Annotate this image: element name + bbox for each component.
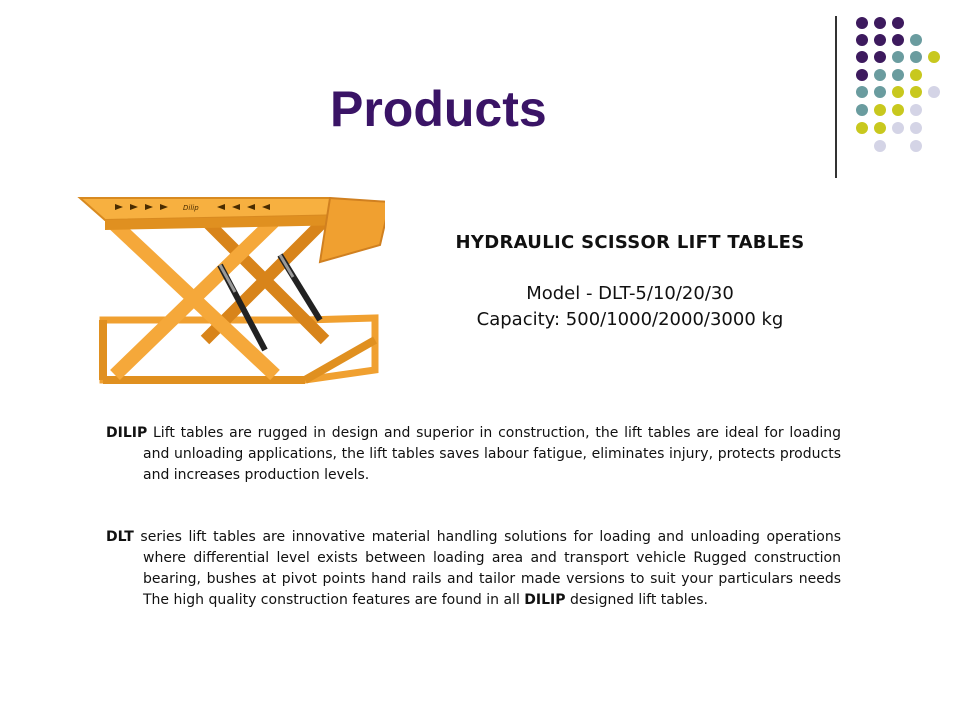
decorative-dot-grid [0, 0, 960, 180]
dot [856, 86, 868, 98]
dot [874, 51, 886, 63]
dot [856, 34, 868, 46]
dot [892, 34, 904, 46]
dot [892, 51, 904, 63]
dot [892, 86, 904, 98]
dot [892, 122, 904, 134]
dot [874, 69, 886, 81]
dot [856, 51, 868, 63]
product-model: Model - DLT-5/10/20/30 [526, 283, 734, 304]
divider-line [835, 16, 837, 178]
description-text: series lift tables are innovative material handling solutions for loading and unloading operations where differential level exists between loading area and transport vehicle Rugged construction bearing, bushes at pivot points hand rails and tailor made versions to suit your particulars needs The high quality construction features are found in all [133, 529, 841, 608]
platform-brand-label: Dilip [183, 204, 199, 212]
dot [910, 86, 922, 98]
dot [874, 122, 886, 134]
dot [856, 69, 868, 81]
dot [910, 34, 922, 46]
description-text: Lift tables are rugged in design and superior in construction, the lift tables are ideal for loading and unloading applications, the lift tables saves labour fatigue, eliminates injury, protects products and increases production levels. [143, 425, 841, 483]
dot [910, 69, 922, 81]
dot [892, 69, 904, 81]
slide-title: Products [330, 81, 547, 137]
description-text-end: designed lift tables. [565, 592, 708, 608]
dot [910, 104, 922, 116]
dot [874, 17, 886, 29]
dot [910, 140, 922, 152]
dot [910, 122, 922, 134]
brand-name: DILIP [524, 592, 566, 608]
dot [874, 104, 886, 116]
product-name: HYDRAULIC SCISSOR LIFT TABLES [455, 232, 805, 253]
product-capacity: Capacity: 500/1000/2000/3000 kg [476, 309, 784, 330]
dot [874, 86, 886, 98]
dot [856, 17, 868, 29]
dot [892, 104, 904, 116]
brand-name: DILIP [106, 425, 148, 441]
dot [856, 104, 868, 116]
dot [874, 140, 886, 152]
dot [928, 86, 940, 98]
dot [892, 17, 904, 29]
dot [874, 34, 886, 46]
dot [910, 51, 922, 63]
series-name: DLT [106, 529, 134, 545]
dot [928, 51, 940, 63]
description-paragraph-1 [106, 423, 841, 486]
description-paragraph-2 [106, 527, 841, 611]
scissor-lift-table-image [75, 190, 385, 390]
dot [856, 122, 868, 134]
